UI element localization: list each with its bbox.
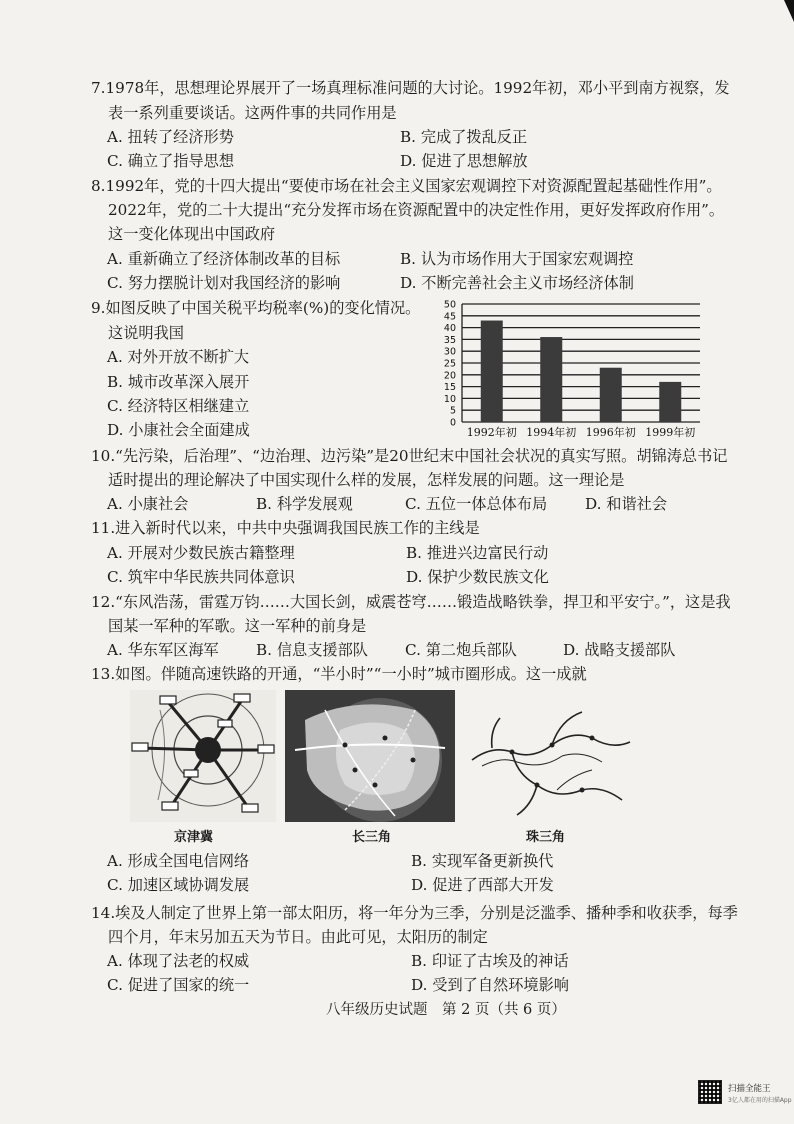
q8-stem-line2: 2022年，党的二十大提出“充分发挥市场在资源配置中的决定性作用，更好发挥政府作用”。: [108, 201, 725, 219]
q14-option-a[interactable]: A. 体现了法老的权威: [107, 952, 250, 970]
chart-y-tick-label: 25: [443, 358, 456, 370]
jingjinji-map: [130, 690, 276, 822]
q14-option-c[interactable]: C. 促进了国家的统一: [107, 976, 250, 994]
q11-option-c[interactable]: C. 筑牢中华民族共同体意识: [107, 568, 295, 586]
q14-option-b[interactable]: B. 印证了古埃及的神话: [411, 952, 569, 970]
chart-x-tick-label: 1994年初: [526, 426, 577, 439]
page-footer: 八年级历史试题 第 2 页（共 6 页）: [326, 1002, 566, 1018]
q7-option-a[interactable]: A. 扭转了经济形势: [107, 128, 234, 146]
q12-option-c[interactable]: C. 第二炮兵部队: [405, 641, 517, 659]
q11-stem-line1: 11.进入新时代以来，中共中央强调我国民族工作的主线是: [91, 519, 480, 537]
q13-option-b[interactable]: B. 实现军备更新换代: [411, 852, 554, 870]
q10-stem-line1: 10.“先污染，后治理”、“边治理、边污染”是20世纪末中国社会状况的真实写照。胡锦涛总书记: [91, 447, 728, 465]
chart-y-tick-label: 5: [449, 405, 456, 417]
map-label-pearl-delta: 珠三角: [526, 830, 566, 845]
q9-stem-line2: 这说明我国: [108, 324, 184, 342]
q12-option-a[interactable]: A. 华东军区海军: [107, 641, 219, 659]
q12-option-d[interactable]: D. 战略支援部队: [563, 641, 676, 659]
q8-option-d[interactable]: D. 不断完善社会主义市场经济体制: [400, 274, 634, 292]
q9-option-d[interactable]: D. 小康社会全面建成: [107, 421, 250, 439]
tariff-bar-chart: [428, 298, 706, 444]
chart-y-tick-label: 20: [443, 370, 456, 382]
q13-option-c[interactable]: C. 加速区域协调发展: [107, 876, 250, 894]
chart-y-tick-label: 10: [443, 393, 456, 405]
q10-option-c[interactable]: C. 五位一体总体布局: [405, 495, 548, 513]
chart-y-tick-label: 0: [449, 417, 456, 429]
q13-stem-line1: 13.如图。伴随高速铁路的开通，“半小时”“一小时”城市圈形成。这一成就: [91, 665, 587, 683]
q10-stem-line2: 适时提出的理论解决了中国实现什么样的发展，怎样发展的问题。这一理论是: [108, 471, 625, 489]
q14-stem-line1: 14.埃及人制定了世界上第一部太阳历，将一年分为三季，分别是泛滥季、播种季和收获季，每季: [91, 904, 738, 922]
chart-y-tick-label: 15: [443, 382, 456, 394]
q10-option-d[interactable]: D. 和谐社会: [585, 495, 668, 513]
map-label-jingjinji: 京津冀: [174, 830, 214, 845]
q14-option-d[interactable]: D. 受到了自然环境影响: [411, 976, 569, 994]
qr-code-icon: [698, 1080, 722, 1104]
yangtze-delta-map: [285, 690, 455, 822]
watermark-title: 扫描全能王: [728, 1084, 771, 1094]
q11-option-b[interactable]: B. 推进兴边富民行动: [406, 544, 549, 562]
chart-bar: [659, 382, 681, 422]
chart-bar: [481, 321, 503, 422]
q12-stem-line1: 12.“东风浩荡，雷霆万钧……大国长剑，威震苍穹……锻造战略铁拳，捍卫和平安宁。”，这是我: [91, 593, 731, 611]
q8-option-c[interactable]: C. 努力摆脱计划对我国经济的影响: [107, 274, 341, 292]
pearl-delta-map: [462, 690, 640, 822]
q8-option-a[interactable]: A. 重新确立了经济体制改革的目标: [107, 250, 341, 268]
q13-option-a[interactable]: A. 形成全国电信网络: [107, 852, 250, 870]
chart-y-tick-label: 45: [443, 311, 456, 323]
chart-x-tick-label: 1992年初: [466, 426, 517, 439]
q8-stem-line1: 8.1992年，党的十四大提出“要使市场在社会主义国家宏观调控下对资源配置起基础性作用”。: [91, 177, 722, 195]
q11-option-a[interactable]: A. 开展对少数民族古籍整理: [107, 544, 295, 562]
map-label-yangtze-delta: 长三角: [352, 830, 392, 845]
q9-option-b[interactable]: B. 城市改革深入展开: [107, 373, 250, 391]
q9-stem-line1: 9.如图反映了中国关税平均税率(%)的变化情况。: [91, 299, 421, 317]
chart-x-tick-label: 1996年初: [585, 426, 636, 439]
q7-option-d[interactable]: D. 促进了思想解放: [400, 152, 528, 170]
q11-option-d[interactable]: D. 保护少数民族文化: [406, 568, 549, 586]
q14-stem-line2: 四个月，年末另加五天为节日。由此可见，太阳历的制定: [108, 928, 488, 946]
q8-stem-line3: 这一变化体现出中国政府: [108, 225, 276, 243]
q8-option-b[interactable]: B. 认为市场作用大于国家宏观调控: [400, 250, 634, 268]
chart-x-tick-label: 1999年初: [645, 426, 696, 439]
q9-option-c[interactable]: C. 经济特区相继建立: [107, 397, 250, 415]
q9-option-a[interactable]: A. 对外开放不断扩大: [107, 348, 250, 366]
q12-stem-line2: 国某一军种的军歌。这一军种的前身是: [108, 617, 367, 635]
chart-y-tick-label: 40: [443, 323, 456, 335]
q7-option-b[interactable]: B. 完成了拨乱反正: [400, 128, 528, 146]
q12-option-b[interactable]: B. 信息支援部队: [256, 641, 368, 659]
q10-option-b[interactable]: B. 科学发展观: [256, 495, 353, 513]
chart-bar: [540, 337, 562, 422]
q7-option-c[interactable]: C. 确立了指导思想: [107, 152, 235, 170]
chart-y-tick-label: 30: [443, 346, 456, 358]
q13-option-d[interactable]: D. 促进了西部大开发: [411, 876, 554, 894]
chart-y-tick-label: 35: [443, 334, 456, 346]
corner-mark: [784, 0, 794, 22]
chart-bar: [600, 368, 622, 422]
q7-stem-line2: 表一系列重要谈话。这两件事的共同作用是: [108, 104, 397, 122]
city-cluster-maps: [130, 690, 640, 845]
q7-stem-line1: 7.1978年，思想理论界展开了一场真理标准问题的大讨论。1992年初，邓小平到南方视察，发: [91, 79, 730, 97]
q10-option-a[interactable]: A. 小康社会: [107, 495, 189, 513]
watermark-subtitle: 3亿人都在用的扫描App: [728, 1097, 792, 1104]
scanner-watermark: [698, 1080, 790, 1108]
chart-y-tick-label: 50: [443, 299, 456, 311]
